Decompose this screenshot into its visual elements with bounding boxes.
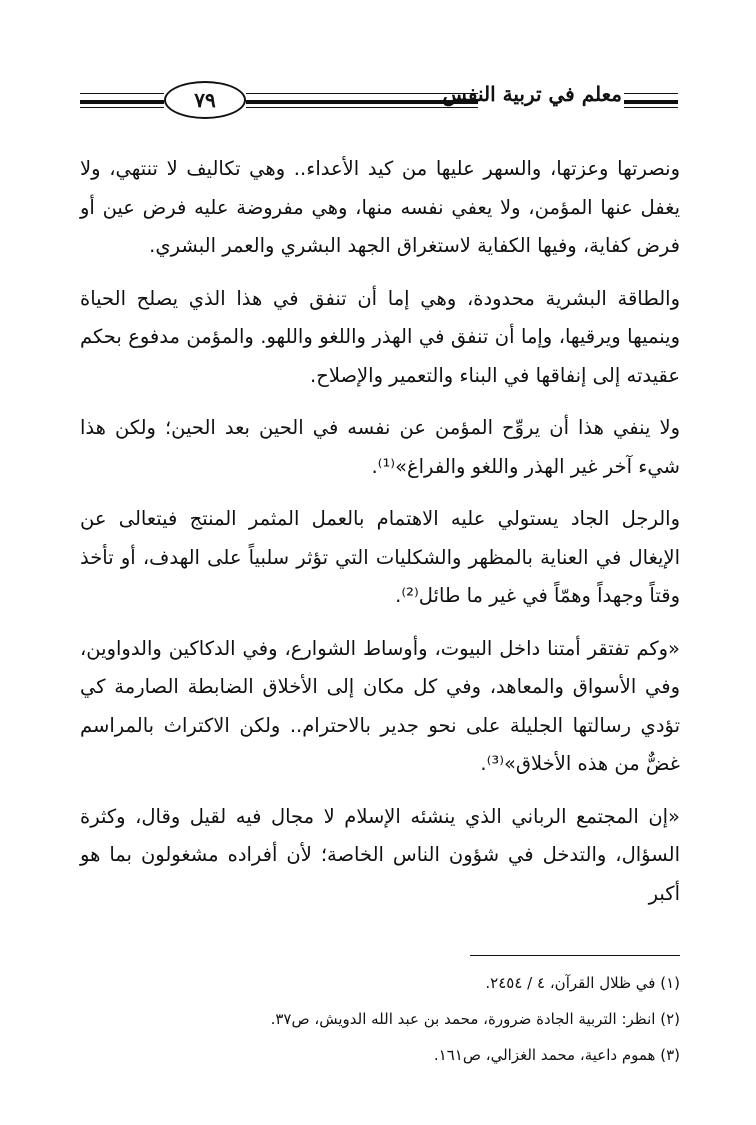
- header-rule: [624, 93, 678, 94]
- footnote-separator: [470, 955, 680, 956]
- header-rule: [80, 100, 164, 104]
- header-rule: [624, 100, 678, 104]
- footnotes: [80, 965, 680, 1073]
- header-rule: [246, 107, 478, 108]
- paragraph: ونصرتها وعزتها، والسهر عليها من كيد الأعداء.. وهي تكاليف لا تنتهي، ولا يغفل عنها المؤمن، ولا يعفي نفسه منها، وهي مفروضة عليه فرض عين أو فرض كفاية، وفيها الكفاية لاستغراق الجهد البشري والعمر البشري.: [80, 157, 680, 257]
- footnote: (١) في ظلال القرآن، ٤ / ٢٤٥٤.: [485, 974, 680, 992]
- page-header: [0, 70, 756, 140]
- running-title: معلم في تربية النفس: [442, 82, 622, 106]
- body-text: [80, 150, 680, 927]
- page-number: ٧٩: [164, 81, 246, 119]
- paragraph: والرجل الجاد يستولي عليه الاهتمام بالعمل المثمر المنتج فيتعالى عن الإيغال في العناية بالمظهر والشكليات التي تؤثر سلبياً على الهدف، أو تأخذ وقتاً وجهداً وهمّاً في غير ما طائل⁽²⁾.: [80, 507, 680, 607]
- footnote: (٣) هموم داعية، محمد الغزالي، ص١٦١.: [433, 1046, 680, 1064]
- header-rule: [624, 107, 678, 108]
- header-rule: [80, 93, 164, 94]
- header-rule: [80, 107, 164, 108]
- paragraph: والطاقة البشرية محدودة، وهي إما أن تنفق في هذا الذي يصلح الحياة وينميها ويرقيها، وإما أن تنفق في الهذر واللغو واللهو. والمؤمن مدفوع بحكم عقيدته إلى إنفاقها في البناء والتعمير والإصلاح.: [80, 286, 680, 387]
- footnote: (٢) انظر: التربية الجادة ضرورة، محمد بن عبد الله الدويش، ص٣٧.: [270, 1010, 680, 1028]
- paragraph: ولا ينفي هذا أن يروِّح المؤمن عن نفسه في الحين بعد الحين؛ ولكن هذا شيء آخر غير الهذر واللغو والفراغ»⁽¹⁾.: [80, 416, 680, 478]
- paragraph: «وكم تفتقر أمتنا داخل البيوت، وأوساط الشوارع، وفي الدكاكين والدواوين، وفي الأسواق والمعاهد، وفي كل مكان إلى الأخلاق الضابطة الصارمة كي تؤدي رسالتها الجليلة على نحو جدير بالاحترام.. ولكن الاكتراث بالمراسم غضٌّ من هذه الأخلاق»⁽³⁾.: [80, 636, 680, 775]
- paragraph: «إن المجتمع الرباني الذي ينشئه الإسلام لا مجال فيه لقيل وقال، وكثرة السؤال، والتدخل في شؤون الناس الخاصة؛ لأن أفراده مشغولون بما هو أكبر: [80, 804, 680, 905]
